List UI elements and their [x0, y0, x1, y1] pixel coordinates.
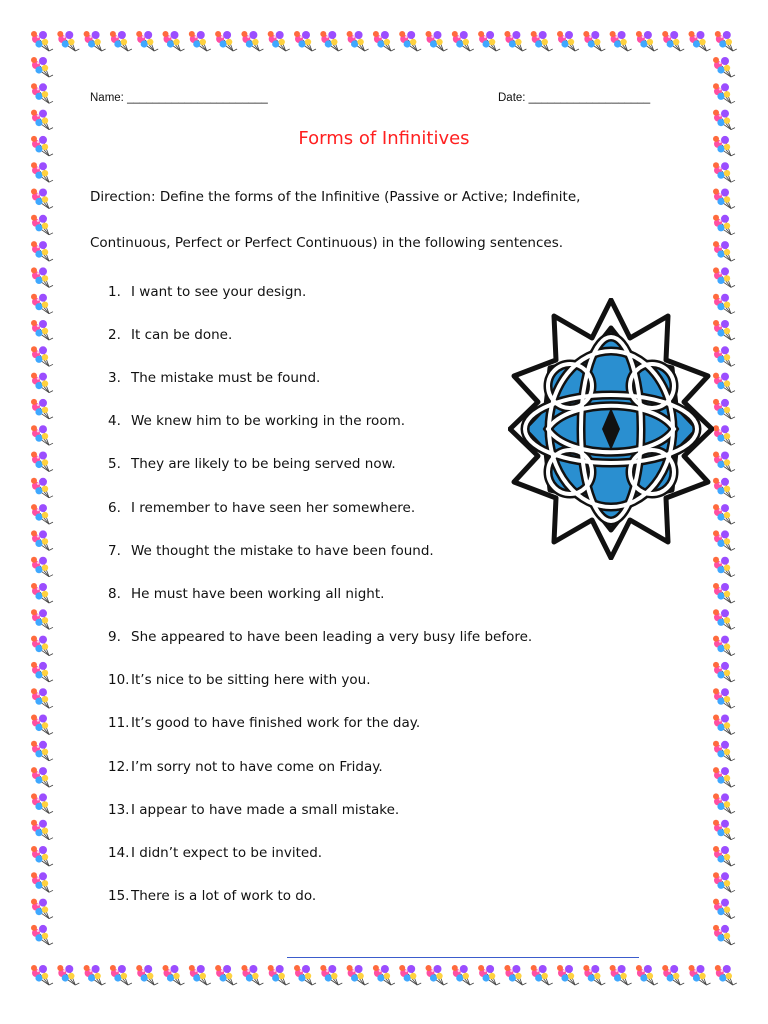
celtic-knot-icon [508, 298, 714, 560]
sentence-number: 14. [108, 845, 130, 862]
directions [90, 174, 700, 266]
name-field: Name: ______________________ [90, 92, 268, 104]
sentence-item [108, 270, 548, 313]
sentence-number: 6. [108, 499, 121, 516]
sentence-text: I want to see your design. [131, 283, 307, 300]
sentence-number: 9. [108, 629, 121, 646]
sentence-list [108, 270, 548, 918]
sentence-item [108, 788, 548, 831]
sentence-number: 4. [108, 413, 121, 430]
sentence-text: It can be done. [131, 326, 233, 343]
sentence-item [108, 659, 548, 702]
sentence-item [108, 529, 548, 572]
direction-line-1: Direction: Define the forms of the Infinitive (Passive or Active; Indefinite, [90, 189, 581, 205]
sentence-item [108, 443, 548, 486]
sentence-number: 1. [108, 283, 121, 300]
sentence-text: I didn’t expect to be invited. [131, 845, 323, 862]
sentence-item [108, 702, 548, 745]
sentence-item [108, 831, 548, 874]
sentence-text: He must have been working all night. [131, 585, 385, 602]
sentence-text: We thought the mistake to have been found. [131, 542, 434, 559]
sentence-number: 8. [108, 585, 121, 602]
sentence-item [108, 313, 548, 356]
sentence-text: It’s nice to be sitting here with you. [131, 672, 371, 689]
sentence-number: 10. [108, 672, 130, 689]
sentence-text: I’m sorry not to have come on Friday. [131, 758, 383, 775]
sentence-text: The mistake must be found. [131, 369, 321, 386]
sentence-number: 3. [108, 369, 121, 386]
sentence-item [108, 486, 548, 529]
direction-line-2: Continuous, Perfect or Perfect Continuous) in the following sentences. [90, 235, 564, 251]
sentence-text: We knew him to be working in the room. [131, 413, 406, 430]
sentence-number: 11. [108, 715, 130, 732]
sentence-item [108, 875, 548, 918]
sentence-number: 2. [108, 326, 121, 343]
sentence-item [108, 572, 548, 615]
sentence-text: I remember to have seen her somewhere. [131, 499, 416, 516]
footer-line [287, 957, 639, 958]
sentence-item [108, 616, 548, 659]
sentence-text: It’s good to have finished work for the day. [131, 715, 421, 732]
date-field: Date: ___________________ [498, 92, 651, 104]
page-title: Forms of Infinitives [298, 128, 470, 149]
sentence-text: She appeared to have been leading a very busy life before. [131, 629, 533, 646]
sentence-item [108, 400, 548, 443]
sentence-item [108, 745, 548, 788]
sentence-text: There is a lot of work to do. [131, 888, 317, 905]
sentence-text: I appear to have made a small mistake. [131, 801, 400, 818]
sentence-item [108, 356, 548, 399]
sentence-number: 12. [108, 758, 130, 775]
sentence-number: 5. [108, 456, 121, 473]
sentence-number: 13. [108, 801, 130, 818]
sentence-text: They are likely to be being served now. [131, 456, 396, 473]
sentence-number: 7. [108, 542, 121, 559]
header-row [90, 92, 680, 112]
sentence-number: 15. [108, 888, 130, 905]
